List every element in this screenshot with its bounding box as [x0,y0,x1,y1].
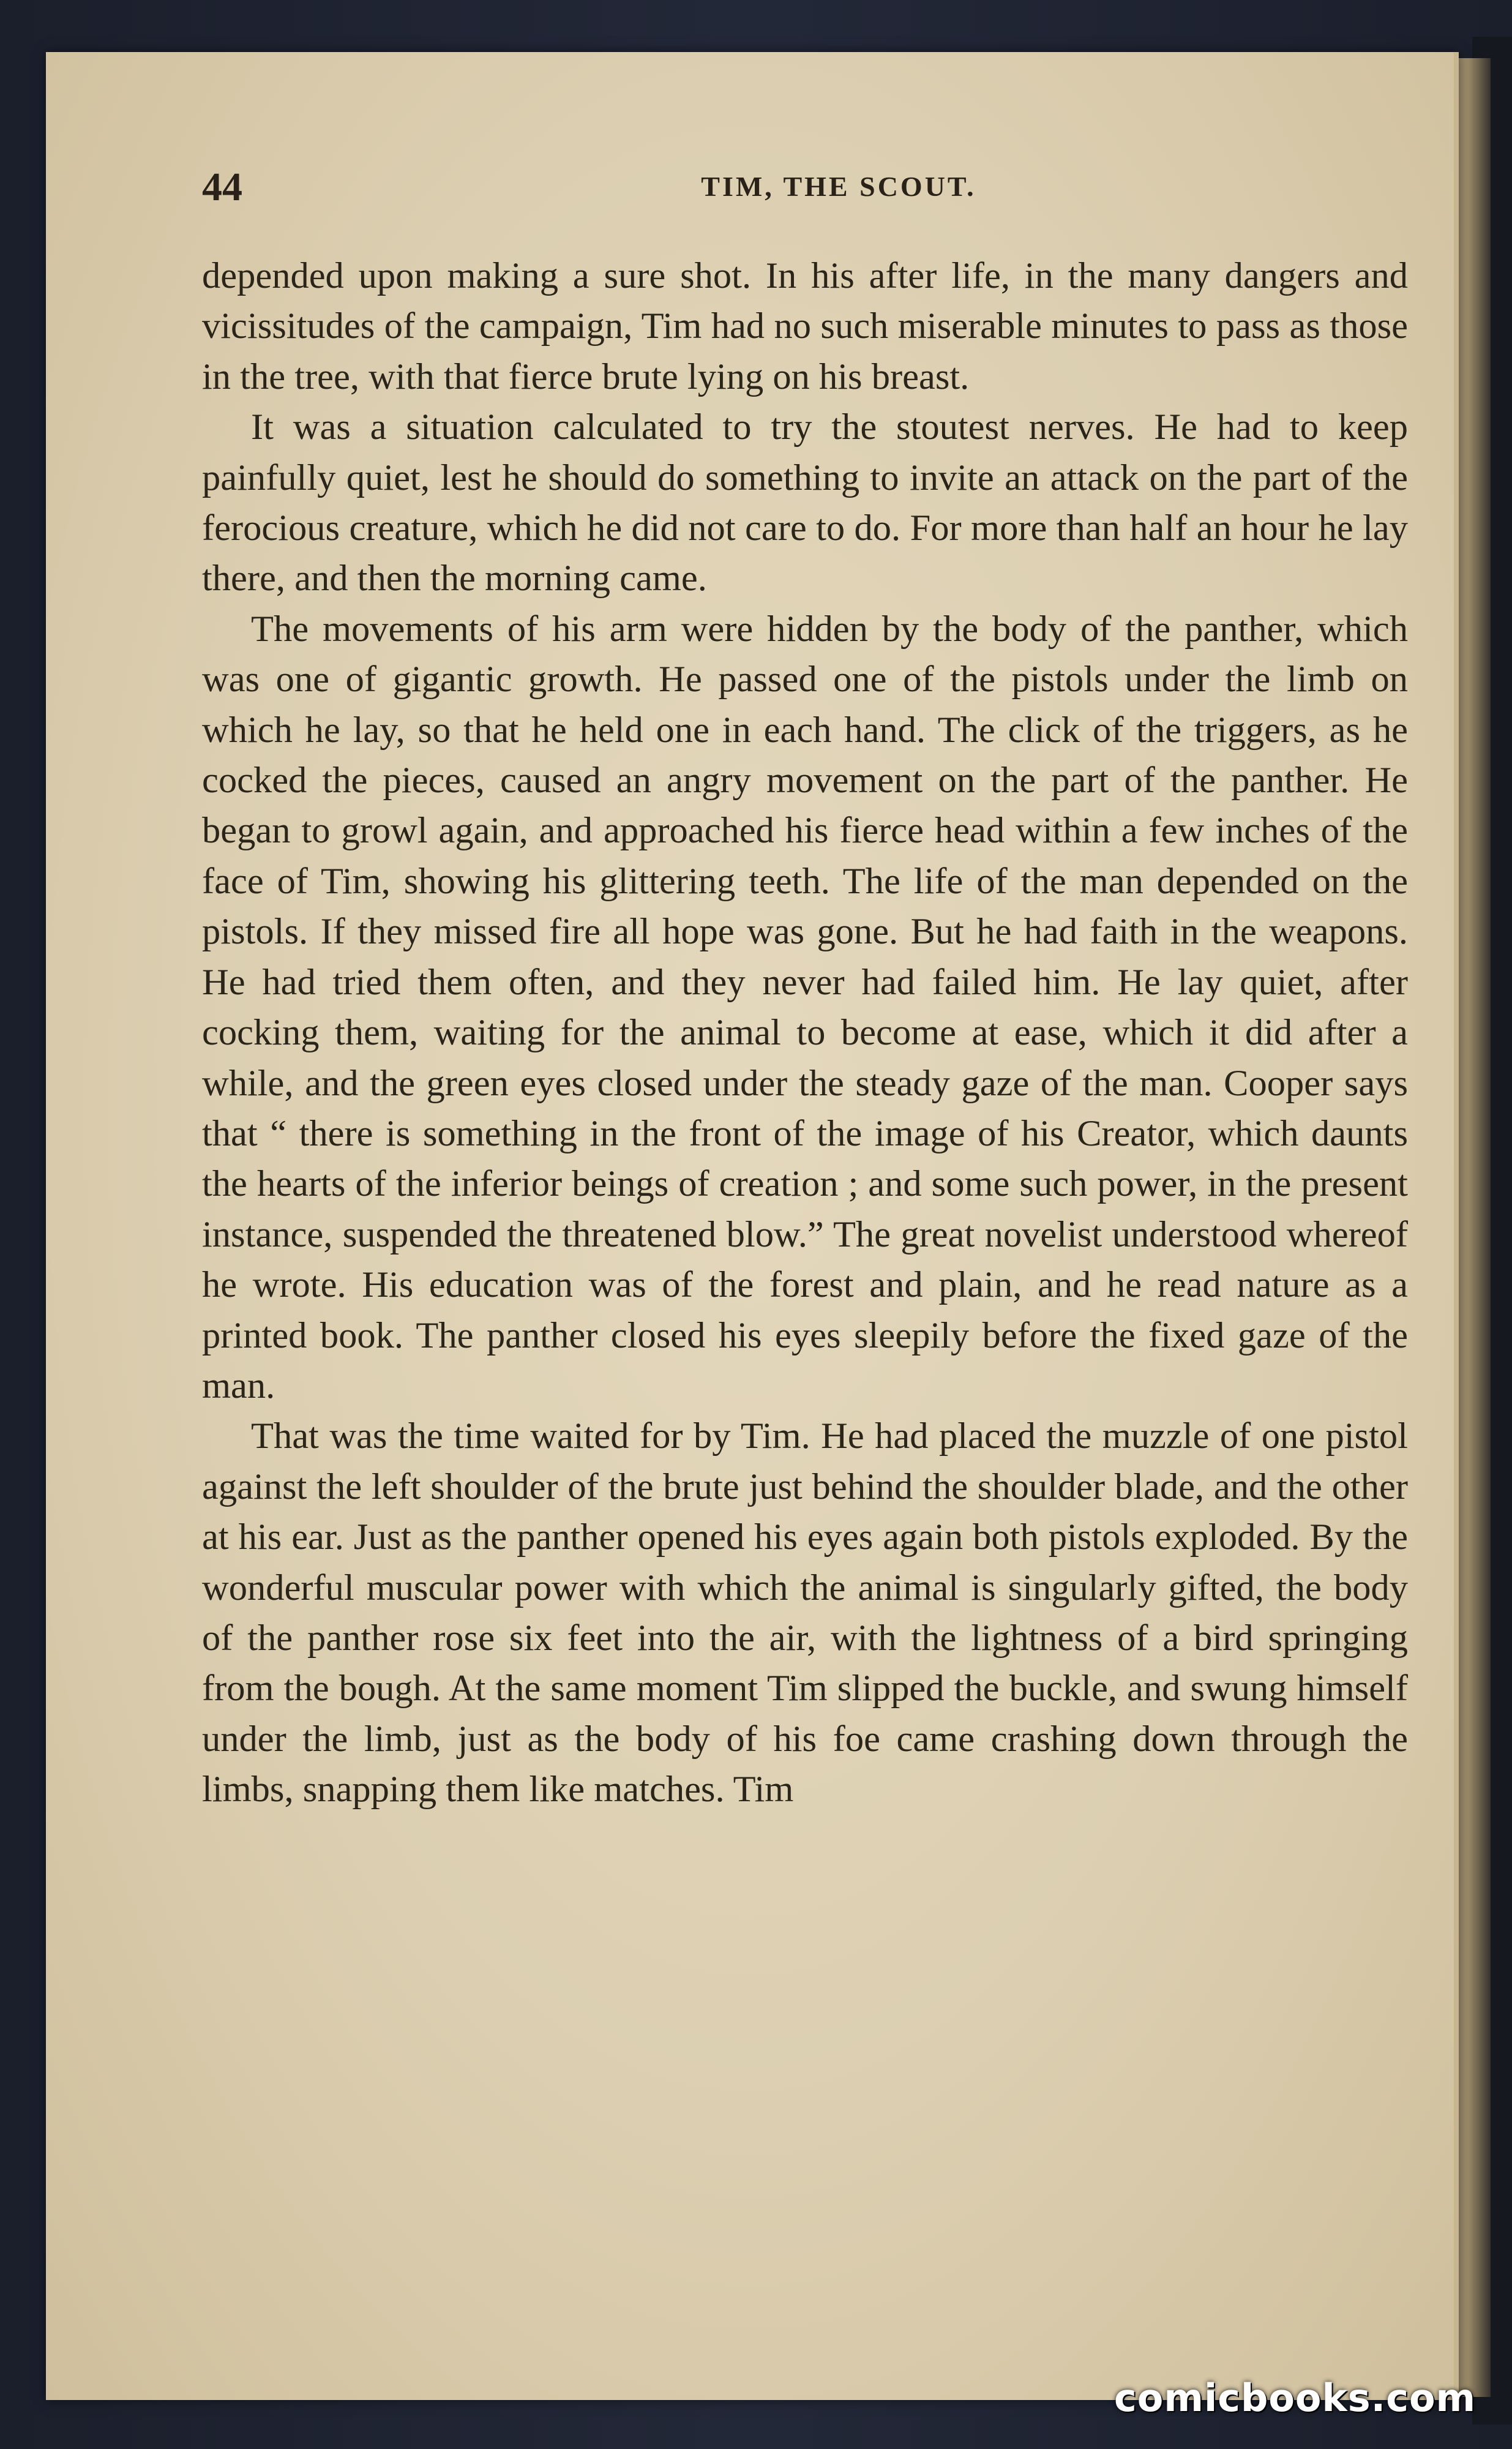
paragraph-4: That was the time waited for by Tim. He had placed the muzzle of one pistol against the left shoulder of the brute just behind the shoulder blade, and the other at his ear. Just as the panther opened his eyes again both pistols exploded. By the wonderful muscular power with which the animal is singularly gifted, the body of the panther rose six feet into the air, with the lightness of a bird springing from the bough. At the same moment Tim slipped the buckle, and swung himself under the limb, just as the body of his foe came crashing down through the limbs, snapping them like matches. Tim [202,1416,1408,1810]
paragraph-3: The movements of his arm were hidden by the body of the panther, which was one of gigantic growth. He passed one of the pistols under the limb on which he lay, so that he held one in each hand. The click of the triggers, as he cocked the pieces, caused an angry movement on the part of the panther. He began to growl again, and approached his fierce head within a few inches of the face of Tim, showing his glittering teeth. The life of the man depended on the pistols. If they missed fire all hope was gone. But he had faith in the weapons. He had tried them often, and they never had failed him. He lay quiet, after cocking them, waiting for the animal to become at ease, which it did after a while, and the green eyes closed under the steady gaze of the man. Cooper says that “ there is something in the front of the image of his Creator, which daunts the hearts of the inferior beings of creation ; and some such power, in the present instance, suspended the threatened blow.” The great novelist understood whereof he wrote. His education was of the forest and plain, and he read nature as a printed book. The panther closed his eyes sleepily before the fixed gaze of the man. [202,608,1408,1406]
page-header [202,153,1414,220]
paragraph-2: It was a situation calculated to try the stoutest nerves. He had to keep painfully quiet, lest he should do something to invite an attack on the part of the ferocious creature, which he did not care to do. For more than half an hour he lay there, and then the morning came. [202,407,1408,599]
page-edge [1454,58,1491,2397]
paragraph-1: depended upon making a sure shot. In his after life, in the many dangers and vicissitudes of the campaign, Tim had no such miserable minutes to pass as those in the tree, with that fierce brute lying on his breast. [202,255,1408,397]
running-title: TIM, THE SCOUT. [701,171,976,202]
watermark: comicbooks.com [1114,2376,1476,2420]
body-text [202,251,1408,1815]
page-number: 44 [202,165,242,209]
